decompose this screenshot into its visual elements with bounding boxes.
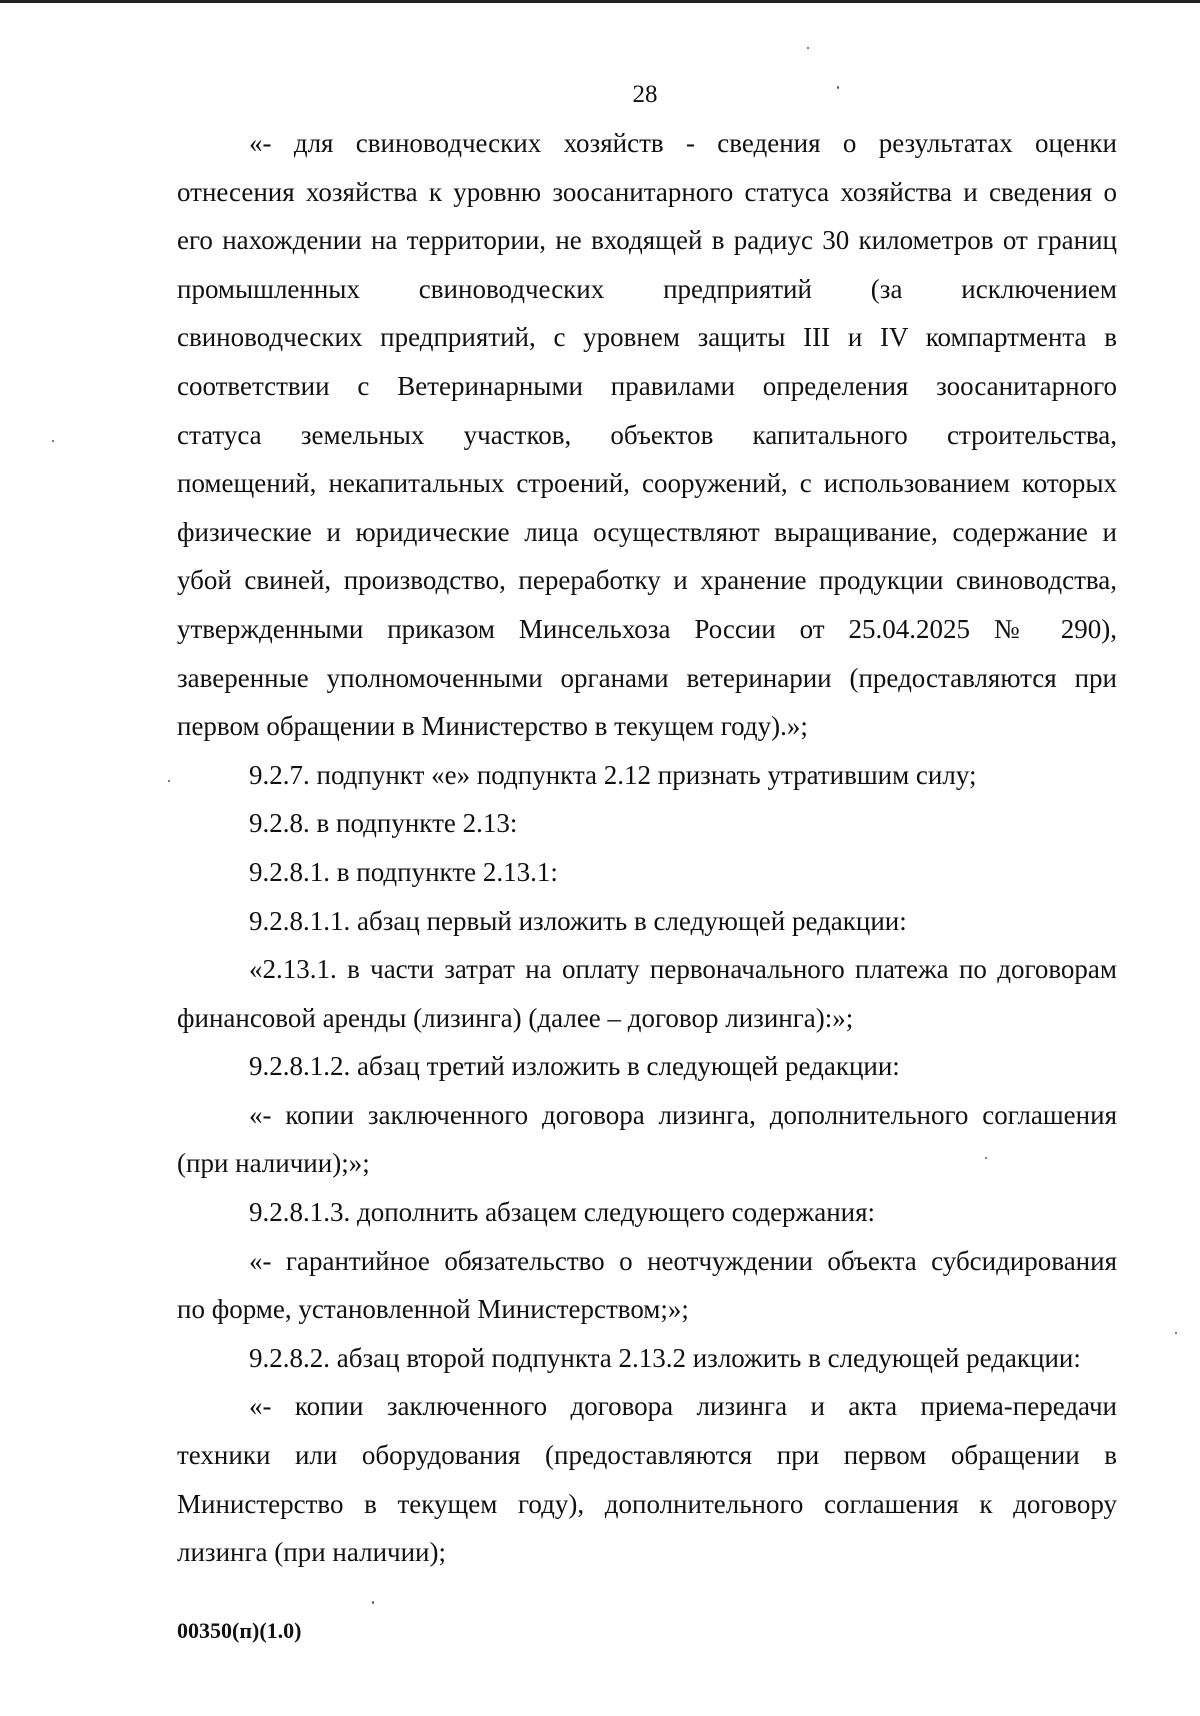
paragraph-9-2-7: 9.2.7. подпункт «е» подпункта 2.12 признать утратившим силу; — [249, 759, 977, 790]
text-line: «- гарантийное обязательство о неотчуждении объекта субсидирования — [249, 1245, 1117, 1276]
quote-guarantee — [177, 1237, 1117, 1334]
document-body — [177, 119, 1117, 1577]
paragraph-9-2-8-2: 9.2.8.2. абзац второй подпункта 2.13.2 изложить в следующей редакции: — [249, 1342, 1081, 1373]
text-line: соответствии с Ветеринарными правилами определения зоосанитарного — [177, 370, 1117, 401]
quote-lease-copies — [177, 1091, 1117, 1188]
text-line: физические и юридические лица осуществляют выращивание, содержание и — [177, 516, 1117, 547]
scan-speck — [837, 86, 839, 89]
quote-2-13-1 — [177, 945, 1117, 1042]
text-line: «- для свиноводческих хозяйств - сведения о результатах оценки — [249, 128, 1117, 158]
text-line: «2.13.1. в части затрат на оплату первоначального платежа по договорам — [249, 954, 1117, 985]
text-line: отнесения хозяйства к уровню зоосанитарного статуса хозяйства и сведения о — [177, 176, 1117, 207]
paragraph-9-2-8-1: 9.2.8.1. в подпункте 2.13.1: — [249, 856, 558, 887]
scan-speck — [372, 1601, 374, 1604]
text-line: (при наличии);»; — [177, 1148, 370, 1179]
text-line: свиноводческих предприятий, с уровнем защиты III и IV компартмента в — [177, 322, 1117, 353]
text-line: помещений, некапитальных строений, сооружений, с использованием которых — [177, 468, 1117, 499]
text-line: техники или оборудования (предоставляются при первом обращении в — [177, 1440, 1117, 1471]
paragraph-9-2-8-1-2: 9.2.8.1.2. абзац третий изложить в следующей редакции: — [249, 1051, 900, 1082]
text-line: «- копии заключенного договора лизинга и акта приема-передачи — [249, 1391, 1117, 1422]
text-line: утвержденными приказом Минсельхоза России от 25.04.2025 № 290), — [177, 613, 1117, 644]
scan-speck — [1175, 1332, 1177, 1334]
scan-top-edge — [0, 0, 1200, 3]
text-line: статуса земельных участков, объектов капитального строительства, — [177, 419, 1117, 450]
paragraph-9-2-8: 9.2.8. в подпункте 2.13: — [249, 808, 518, 839]
text-line: первом обращении в Министерство в текущем году).»; — [177, 711, 808, 742]
text-line: заверенные уполномоченными органами ветеринарии (предоставляются при — [177, 662, 1117, 693]
scan-speck — [168, 780, 170, 782]
text-line: «- копии заключенного договора лизинга, дополнительного соглашения — [249, 1099, 1117, 1130]
text-line: Министерство в текущем году), дополнительного соглашения к договору — [177, 1488, 1117, 1519]
scan-speck — [807, 47, 809, 49]
paragraph-pig-farms — [177, 119, 1117, 751]
scan-speck — [52, 440, 54, 442]
text-line: промышленных свиноводческих предприятий (за исключением — [177, 273, 1117, 304]
document-code: 00350(п)(1.0) — [177, 1618, 302, 1643]
text-line: лизинга (при наличии); — [177, 1537, 446, 1568]
text-line: по форме, установленной Министерством;»; — [177, 1294, 689, 1325]
scan-speck — [985, 1157, 987, 1159]
text-line: финансовой аренды (лизинга) (далее – договор лизинга):»; — [177, 1002, 854, 1033]
quote-lease-acceptance — [177, 1382, 1117, 1576]
page-number: 28 — [632, 81, 658, 108]
paragraph-9-2-8-1-1: 9.2.8.1.1. абзац первый изложить в следующей редакции: — [249, 905, 907, 936]
text-line: убой свиней, производство, переработку и хранение продукции свиноводства, — [177, 565, 1117, 596]
text-line: его нахождении на территории, не входящей в радиус 30 километров от границ — [177, 225, 1117, 256]
paragraph-9-2-8-1-3: 9.2.8.1.3. дополнить абзацем следующего содержания: — [249, 1197, 876, 1228]
